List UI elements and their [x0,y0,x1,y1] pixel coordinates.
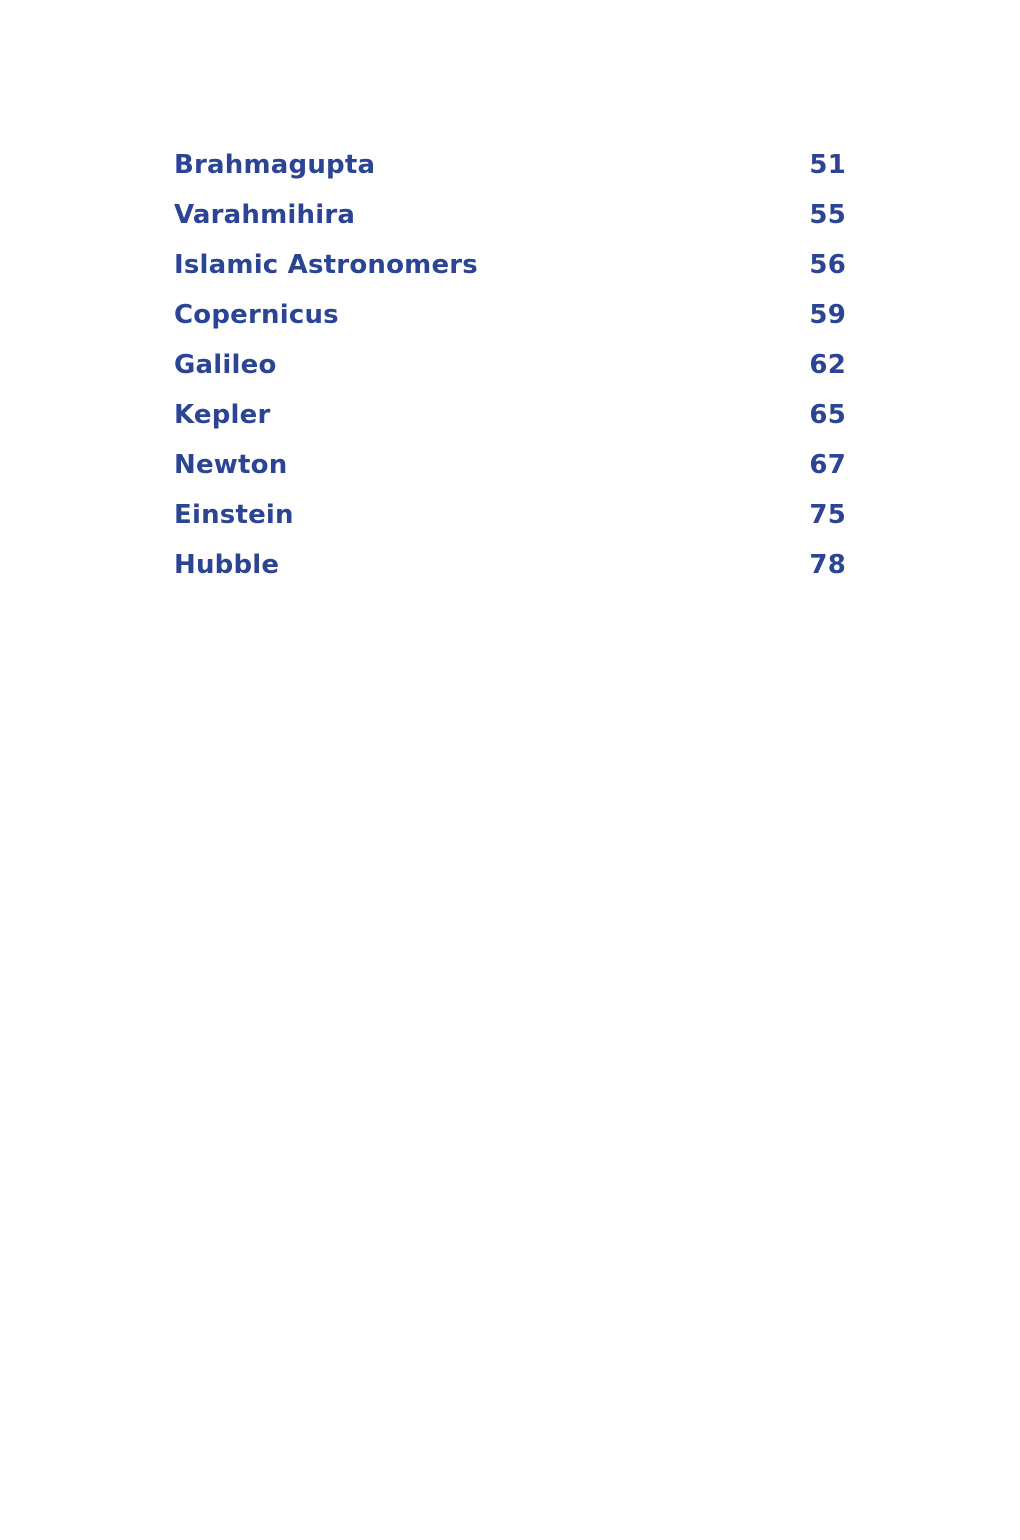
toc-entry-galileo [174,340,846,390]
toc-entry-title: Hubble [174,550,280,580]
toc-entry-varahmihira [174,190,846,240]
toc-entry-page: 56 [809,250,846,280]
toc-entry-page: 51 [809,150,846,180]
toc-entry-title: Newton [174,450,288,480]
toc-entry-newton [174,440,846,490]
toc-entry-brahmagupta [174,140,846,190]
toc-entry-page: 59 [809,300,846,330]
toc-entry-page: 78 [809,550,846,580]
toc-entry-title: Islamic Astronomers [174,250,478,280]
toc-entry-kepler [174,390,846,440]
toc-entry-title: Copernicus [174,300,339,330]
toc-entry-title: Einstein [174,500,294,530]
toc-entry-page: 65 [809,400,846,430]
toc-entry-einstein [174,490,846,540]
toc-entry-hubble [174,540,846,590]
toc-entry-page: 67 [809,450,846,480]
toc-entry-islamic-astronomers [174,240,846,290]
toc-entry-page: 75 [809,500,846,530]
toc-entry-title: Kepler [174,400,271,430]
table-of-contents [174,140,846,590]
toc-entry-page: 55 [809,200,846,230]
toc-entry-title: Brahmagupta [174,150,376,180]
toc-entry-page: 62 [809,350,846,380]
toc-entry-title: Varahmihira [174,200,356,230]
toc-entry-copernicus [174,290,846,340]
toc-entry-title: Galileo [174,350,277,380]
